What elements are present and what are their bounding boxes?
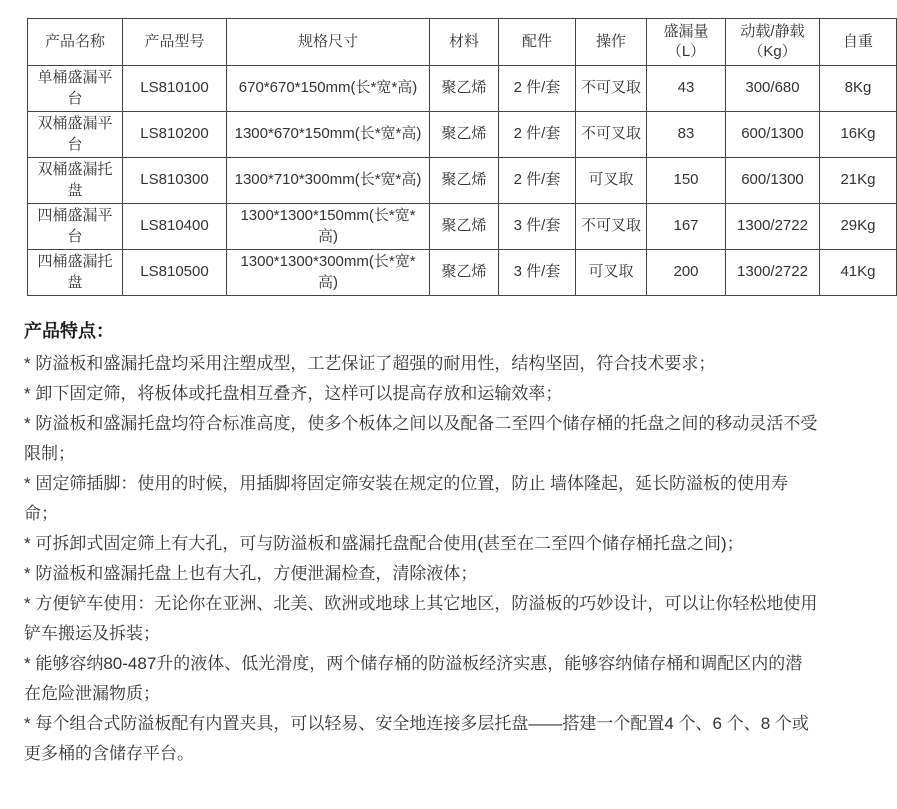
cell-operation: 可叉取 xyxy=(576,158,647,204)
cell-operation: 不可叉取 xyxy=(576,204,647,250)
table-row xyxy=(28,66,897,112)
feature-item: * 防溢板和盛漏托盘均符合标准高度，使多个板体之间以及配备二至四个储存桶的托盘之间的移动灵活不受限制； xyxy=(24,414,818,463)
header-cell-model: 产品型号 xyxy=(123,19,227,66)
feature-item: * 防溢板和盛漏托盘上也有大孔，方便泄漏检查，清除液体； xyxy=(24,564,478,583)
cell-product-name: 四桶盛漏平台 xyxy=(28,204,123,250)
table-row xyxy=(28,250,897,296)
header-cell-material: 材料 xyxy=(430,19,499,66)
cell-dimensions: 670*670*150mm(长*宽*高) xyxy=(227,66,430,112)
cell-capacity: 150 xyxy=(647,158,726,204)
cell-accessories: 2 件/套 xyxy=(499,66,576,112)
feature-item: * 每个组合式防溢板配有内置夹具，可以轻易、安全地连接多层托盘——搭建一个配置4 个、6 个、8 个或更多桶的含储存平台。 xyxy=(24,714,809,763)
cell-load: 1300/2722 xyxy=(726,204,820,250)
cell-model: LS810400 xyxy=(123,204,227,250)
header-cell-weight: 自重 xyxy=(820,19,897,66)
cell-operation: 不可叉取 xyxy=(576,112,647,158)
feature-item: * 能够容纳80-487升的液体、低光滑度，两个储存桶的防溢板经济实惠，能够容纳储存桶和调配区内的潜在危险泄漏物质； xyxy=(24,654,803,703)
spec-table-body xyxy=(28,66,897,296)
cell-load: 300/680 xyxy=(726,66,820,112)
cell-capacity: 167 xyxy=(647,204,726,250)
cell-weight: 41Kg xyxy=(820,250,897,296)
cell-accessories: 3 件/套 xyxy=(499,204,576,250)
feature-item: * 固定筛插脚：使用的时候，用插脚将固定筛安装在规定的位置，防止 墙体隆起，延长防溢板的使用寿命； xyxy=(24,474,789,523)
feature-item: * 方便铲车使用：无论你在亚洲、北美、欧洲或地球上其它地区，防溢板的巧妙设计，可以让你轻松地使用铲车搬运及拆装； xyxy=(24,594,818,643)
header-cell-operation: 操作 xyxy=(576,19,647,66)
cell-weight: 16Kg xyxy=(820,112,897,158)
cell-dimensions: 1300*1300*150mm(长*宽*高) xyxy=(227,204,430,250)
cell-dimensions: 1300*710*300mm(长*宽*高) xyxy=(227,158,430,204)
cell-load: 600/1300 xyxy=(726,112,820,158)
cell-accessories: 3 件/套 xyxy=(499,250,576,296)
spec-table-header xyxy=(28,19,897,66)
cell-weight: 29Kg xyxy=(820,204,897,250)
cell-weight: 21Kg xyxy=(820,158,897,204)
cell-material: 聚乙烯 xyxy=(430,66,499,112)
product-features-section xyxy=(24,318,818,769)
table-header-row xyxy=(28,19,897,66)
table-row xyxy=(28,204,897,250)
cell-operation: 可叉取 xyxy=(576,250,647,296)
header-cell-load: 动载/静载（Kg） xyxy=(726,19,820,66)
cell-operation: 不可叉取 xyxy=(576,66,647,112)
cell-product-name: 双桶盛漏平台 xyxy=(28,112,123,158)
cell-accessories: 2 件/套 xyxy=(499,158,576,204)
cell-product-name: 单桶盛漏平台 xyxy=(28,66,123,112)
feature-item: * 防溢板和盛漏托盘均采用注塑成型，工艺保证了超强的耐用性，结构坚固，符合技术要求； xyxy=(24,354,716,373)
header-cell-accessories: 配件 xyxy=(499,19,576,66)
cell-model: LS810300 xyxy=(123,158,227,204)
cell-dimensions: 1300*1300*300mm(长*宽*高) xyxy=(227,250,430,296)
cell-material: 聚乙烯 xyxy=(430,158,499,204)
header-cell-capacity: 盛漏量（L） xyxy=(647,19,726,66)
cell-capacity: 200 xyxy=(647,250,726,296)
cell-accessories: 2 件/套 xyxy=(499,112,576,158)
cell-material: 聚乙烯 xyxy=(430,204,499,250)
cell-model: LS810200 xyxy=(123,112,227,158)
cell-model: LS810500 xyxy=(123,250,227,296)
table-row xyxy=(28,158,897,204)
cell-material: 聚乙烯 xyxy=(430,112,499,158)
feature-item: * 可拆卸式固定筛上有大孔，可与防溢板和盛漏托盘配合使用(甚至在二至四个储存桶托盘之间)； xyxy=(24,534,744,553)
cell-material: 聚乙烯 xyxy=(430,250,499,296)
table-row xyxy=(28,112,897,158)
cell-weight: 8Kg xyxy=(820,66,897,112)
cell-model: LS810100 xyxy=(123,66,227,112)
product-spec-table xyxy=(27,18,897,296)
cell-product-name: 四桶盛漏托盘 xyxy=(28,250,123,296)
features-heading: 产品特点： xyxy=(24,321,114,341)
feature-item: * 卸下固定筛，将板体或托盘相互叠齐，这样可以提高存放和运输效率； xyxy=(24,384,563,403)
cell-load: 600/1300 xyxy=(726,158,820,204)
cell-capacity: 83 xyxy=(647,112,726,158)
header-cell-dimensions: 规格尺寸 xyxy=(227,19,430,66)
cell-dimensions: 1300*670*150mm(长*宽*高) xyxy=(227,112,430,158)
cell-product-name: 双桶盛漏托盘 xyxy=(28,158,123,204)
cell-capacity: 43 xyxy=(647,66,726,112)
cell-load: 1300/2722 xyxy=(726,250,820,296)
header-cell-product-name: 产品名称 xyxy=(28,19,123,66)
